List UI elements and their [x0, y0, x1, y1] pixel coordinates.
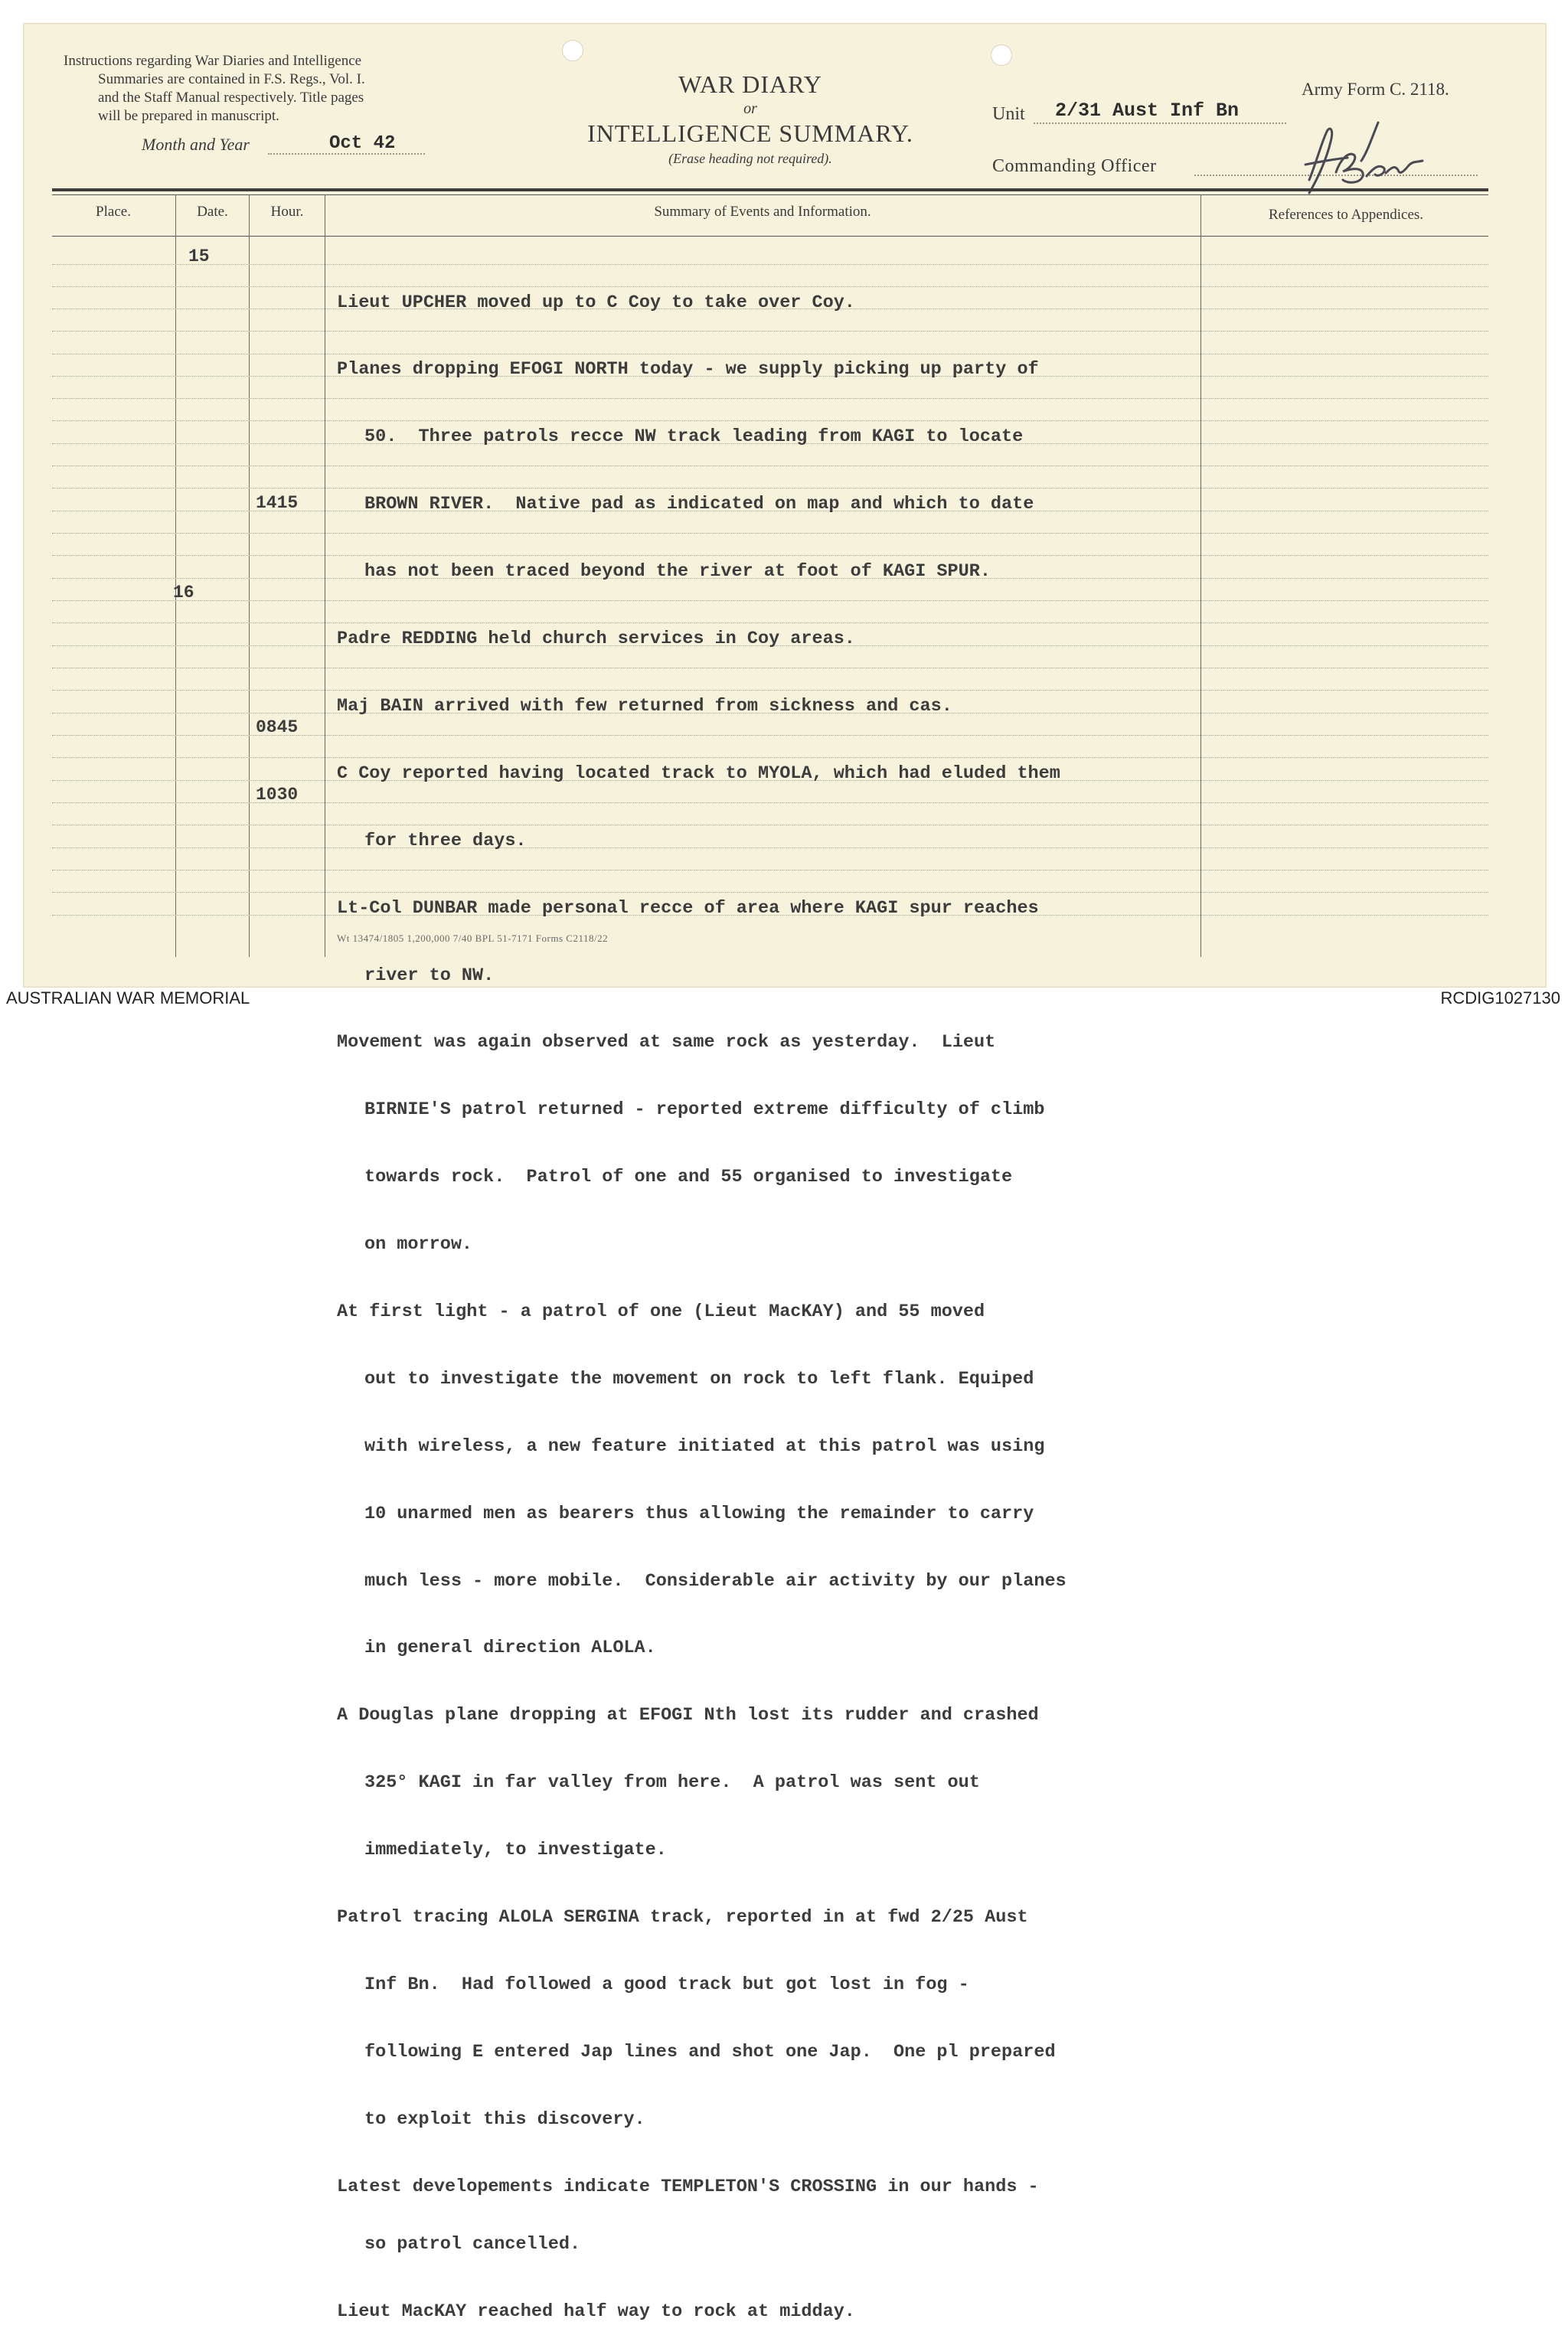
- entry-line: out to investigate the movement on rock to left flank. Equiped: [364, 1368, 1034, 1390]
- entry-line: Movement was again observed at same rock as yesterday. Lieut: [337, 1032, 996, 1053]
- month-year-label: Month and Year: [142, 135, 250, 154]
- summary-of-events: [337, 247, 1286, 2345]
- date-entry: 16: [173, 583, 194, 603]
- entry-line: At first light - a patrol of one (Lieut MacKAY) and 55 moved: [337, 1301, 985, 1322]
- title-erase-note: [551, 151, 949, 167]
- entry-line: following E entered Jap lines and shot one Jap. One pl prepared: [364, 2041, 1056, 2062]
- entry-line: 50. Three patrols recce NW track leading from KAGI to locate: [364, 426, 1024, 448]
- header-rule-heavy: [52, 188, 1488, 191]
- entry-line: much less - more mobile. Considerable air activity by our planes: [364, 1570, 1067, 1592]
- unit-field-line: [1034, 122, 1286, 124]
- month-year-value: Oct 42: [329, 133, 396, 154]
- instructions-line: will be prepared in manuscript.: [98, 108, 279, 124]
- entry-line: Inf Bn. Had followed a good track but got lost in fog -: [364, 1974, 969, 1995]
- entry-line: Lieut UPCHER moved up to C Coy to take over Coy.: [337, 292, 855, 313]
- form-instructions: [38, 52, 482, 126]
- column-header-rule: [52, 236, 1488, 237]
- entry-line: has not been traced beyond the river at foot of KAGI SPUR.: [364, 561, 991, 583]
- date-entry: 15: [188, 247, 210, 266]
- form-title: [551, 70, 949, 167]
- hour-entry: 1030: [256, 785, 299, 805]
- column-header-date: Date.: [197, 204, 228, 220]
- entry-line: C Coy reported having located track to MYOLA, which had eluded them: [337, 763, 1060, 784]
- entry-line: river to NW.: [364, 965, 495, 986]
- unit-label: Unit: [992, 104, 1025, 124]
- entry-line: so patrol cancelled.: [364, 2234, 581, 2255]
- entry-line: immediately, to investigate.: [364, 1840, 667, 1861]
- hour-entry: 0845: [256, 717, 299, 737]
- column-header-summary: Summary of Events and Information.: [654, 204, 871, 220]
- entry-line: towards rock. Patrol of one and 55 organised to investigate: [364, 1167, 1013, 1188]
- entry-line: Lt-Col DUNBAR made personal recce of area where KAGI spur reaches: [337, 897, 1039, 919]
- entry-line: Lieut MacKAY reached half way to rock at midday.: [337, 2301, 855, 2322]
- punch-hole-right: [991, 44, 1012, 66]
- archive-reference-id: RCDIG1027130: [1440, 988, 1560, 1008]
- entry-line: BIRNIE'S patrol returned - reported extreme difficulty of climb: [364, 1099, 1045, 1121]
- entry-line: Latest developements indicate TEMPLETON'S CROSSING in our hands -: [337, 2176, 1039, 2197]
- entry-line: in general direction ALOLA.: [364, 1638, 656, 1659]
- commanding-officer-label: Commanding Officer: [992, 156, 1157, 176]
- entry-line: to exploit this discovery.: [364, 2108, 645, 2130]
- entry-line: A Douglas plane dropping at EFOGI Nth lost its rudder and crashed: [337, 1705, 1039, 1726]
- unit-value: 2/31 Aust Inf Bn: [1055, 100, 1240, 122]
- commanding-officer-signature: [1263, 107, 1439, 207]
- entry-line: for three days.: [364, 830, 527, 851]
- entry-line: Planes dropping EFOGI NORTH today - we supply picking up party of: [337, 359, 1039, 380]
- entry-line: Maj BAIN arrived with few returned from sickness and cas.: [337, 695, 952, 717]
- entry-line: with wireless, a new feature initiated at this patrol was using: [364, 1435, 1045, 1457]
- army-form-number: Army Form C. 2118.: [1302, 80, 1449, 99]
- column-header-place: Place.: [96, 204, 131, 220]
- form-printer-imprint: Wt 13474/1805 1,200,000 7/40 BPL 51-7171 Forms C2118/22: [337, 932, 609, 944]
- instructions-line: Summaries are contained in F.S. Regs., Vol. I.: [98, 71, 365, 87]
- column-header-hour: Hour.: [270, 204, 304, 220]
- instructions-line: and the Staff Manual respectively. Title pages: [98, 90, 364, 106]
- entry-line: BROWN RIVER. Native pad as indicated on map and which to date: [364, 494, 1034, 515]
- column-header-references: References to Appendices.: [1268, 207, 1424, 223]
- entry-line: 10 unarmed men as bearers thus allowing the remainder to carry: [364, 1503, 1034, 1524]
- entry-line: 325° KAGI in far valley from here. A patrol was sent out: [364, 1772, 980, 1794]
- entry-line: on morrow.: [364, 1234, 473, 1256]
- title-intelligence-summary: INTELLIGENCE SUMMARY.: [587, 119, 913, 147]
- title-war-diary: WAR DIARY: [678, 70, 822, 98]
- punch-hole-left: [562, 40, 583, 61]
- archive-credit: AUSTRALIAN WAR MEMORIAL: [6, 988, 250, 1008]
- hour-entry: 1415: [256, 493, 299, 513]
- entry-line: Padre REDDING held church services in Coy areas.: [337, 629, 855, 650]
- header-rule-thin: [52, 194, 1488, 195]
- title-or: or: [743, 100, 757, 117]
- title-erase-note-text: (Erase heading not required).: [668, 151, 832, 166]
- entry-line: Patrol tracing ALOLA SERGINA track, reported in at fwd 2/25 Aust: [337, 1906, 1028, 1928]
- instructions-line: Instructions regarding War Diaries and Intelligence: [64, 53, 362, 69]
